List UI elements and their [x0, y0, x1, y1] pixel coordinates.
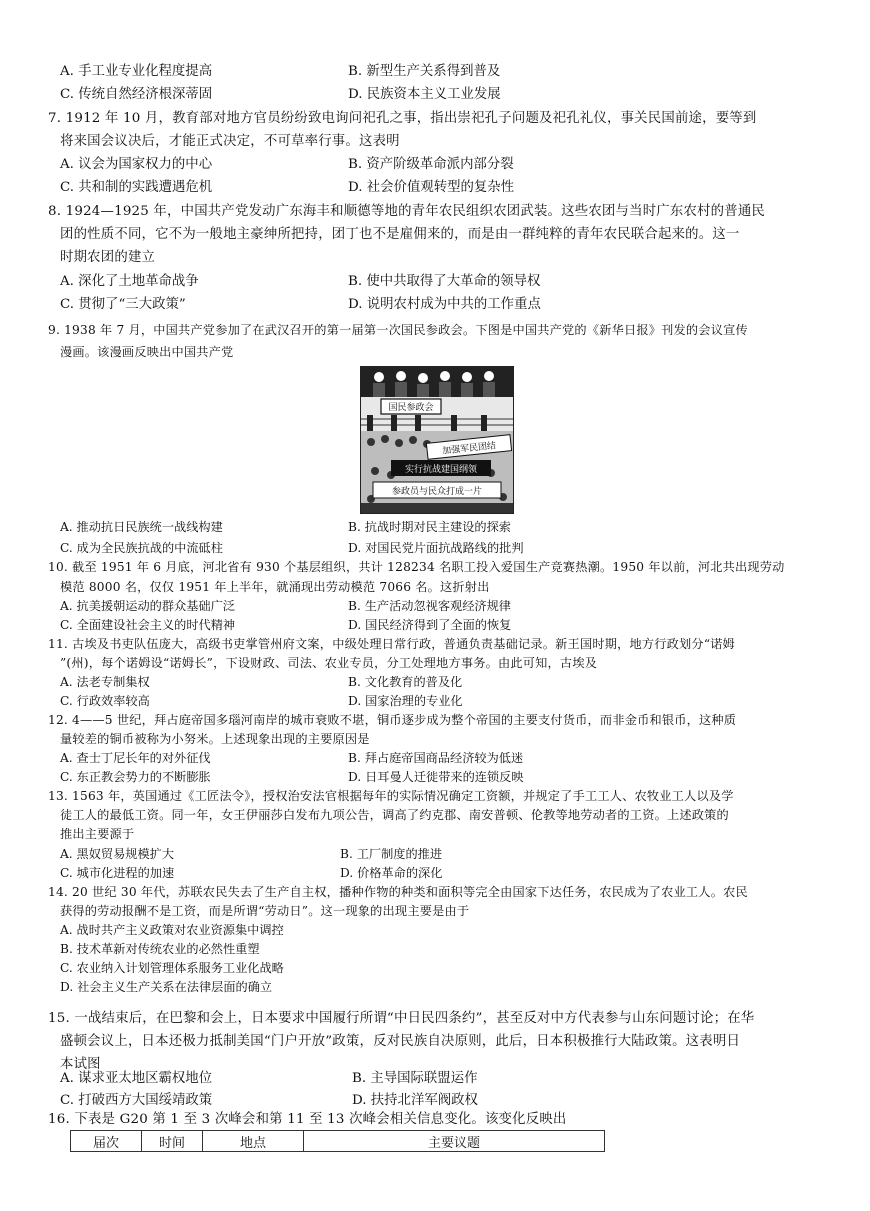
q16-stem: 16. 下表是 G20 第 1 至 3 次峰会和第 11 至 13 次峰会相关信息变化。该变化反映出: [48, 1112, 567, 1127]
q6-option-a: A. 手工业专业化程度提高: [60, 64, 213, 79]
q15-option-b: B. 主导国际联盟运作: [352, 1071, 478, 1086]
table-header-time: 时间: [142, 1131, 203, 1152]
q13-stem-line-1: 13. 1563 年，英国通过《工匠法令》，授权治安法官根据每年的实际情况确定工资额，并规定了手工工人、农牧业工人以及学: [48, 789, 734, 803]
cartoon-banner-2: 实行抗战建国纲领: [404, 465, 478, 475]
cartoon-drawing: [361, 367, 513, 513]
q9-option-c: C. 成为全民族抗战的中流砥柱: [60, 541, 223, 555]
q9-option-a: A. 推动抗日民族统一战线构建: [60, 520, 223, 534]
q12-stem-line-2: 量较差的铜币被称为小努米。上述现象出现的主要原因是: [60, 732, 370, 746]
q10-stem-line-2: 模范 8000 名，仅仅 1951 年上半年，就涌现出劳动模范 7066 名。这折射出: [60, 580, 490, 594]
q9-option-d: D. 对国民党片面抗战路线的批判: [348, 541, 524, 555]
q13-option-c: C. 城市化进程的加速: [60, 866, 175, 880]
q14-stem-line-2: 获得的劳动报酬不是工资，而是所谓“劳动日”。这一现象的出现主要是由于: [60, 904, 470, 918]
table-header-row: [71, 1131, 605, 1152]
q9-option-b: B. 抗战时期对民主建设的探索: [348, 520, 511, 534]
q8-option-b: B. 使中共取得了大革命的领导权: [348, 274, 541, 289]
q12-stem-line-1: 12. 4——5 世纪，拜占庭帝国多瑙河南岸的城市衰败不堪，铜币逐步成为整个帝国的主要支付货币，而非金币和银币，这种质: [48, 713, 737, 727]
q8-option-c: C. 贯彻了“三大政策”: [60, 297, 186, 312]
q9-stem-line-2: 漫画。该漫画反映出中国共产党: [60, 345, 234, 359]
q8-stem-line-3: 时期农团的建立: [60, 250, 156, 265]
q12-option-d: D. 日耳曼人迁徙带来的连锁反映: [348, 770, 524, 784]
g20-table: [70, 1130, 605, 1152]
q13-stem-line-3: 推出主要源于: [60, 827, 135, 841]
q14-option-a: A. 战时共产主义政策对农业资源集中调控: [60, 923, 284, 937]
q8-stem-line-2: 团的性质不同，它不为一般地主豪绅所把持，团丁也不是雇佣来的，而是由一群纯粹的青年农民联合起来的。这一: [60, 227, 740, 242]
table-header-session: 届次: [71, 1131, 142, 1152]
q13-option-b: B. 工厂制度的推进: [340, 847, 443, 861]
q15-option-a: A. 谋求亚太地区霸权地位: [60, 1071, 213, 1086]
q11-stem-line-2: ”(州)，每个诺姆设“诺姆长”，下设财政、司法、农业专员，分工处理地方事务。由此可知，古埃及: [60, 656, 598, 670]
q8-option-a: A. 深化了土地革命战争: [60, 274, 199, 289]
q6-option-d: D. 民族资本主义工业发展: [348, 87, 501, 102]
q14-option-c: C. 农业纳入计划管理体系服务工业化战略: [60, 961, 284, 975]
table-header-location: 地点: [203, 1131, 304, 1152]
table-header-topics: 主要议题: [304, 1131, 605, 1152]
q10-option-d: D. 国民经济得到了全面的恢复: [348, 618, 512, 632]
q13-option-d: D. 价格革命的深化: [340, 866, 443, 880]
q6-option-c: C. 传统自然经济根深蒂固: [60, 87, 213, 102]
q12-option-b: B. 拜占庭帝国商品经济较为低迷: [348, 751, 524, 765]
q7-option-d: D. 社会价值观转型的复杂性: [348, 180, 515, 195]
q7-option-b: B. 资产阶级革命派内部分裂: [348, 157, 514, 172]
q14-option-b: B. 技术革新对传统农业的必然性重塑: [60, 942, 260, 956]
q8-option-d: D. 说明农村成为中共的工作重点: [348, 297, 541, 312]
q10-option-b: B. 生产活动忽视客观经济规律: [348, 599, 511, 613]
cartoon-banner-3: 参政员与民众打成一片: [391, 487, 483, 497]
q13-option-a: A. 黑奴贸易规模扩大: [60, 847, 175, 861]
propaganda-cartoon: [360, 366, 514, 514]
q7-stem-line-1: 7. 1912 年 10 月，教育部对地方官员纷纷致电询问祀孔之事，指出崇祀孔子问题及祀孔礼仪，事关民国前途，要等到: [48, 111, 757, 126]
q14-stem-line-1: 14. 20 世纪 30 年代，苏联农民失去了生产自主权，播种作物的种类和面积等完全由国家下达任务，农民成为了农业工人。农民: [48, 885, 748, 899]
q8-stem-line-1: 8. 1924—1925 年，中国共产党发动广东海丰和顺德等地的青年农民组织农团武装。这些农团与当时广东农村的普通民: [48, 204, 766, 219]
q15-option-d: D. 扶持北洋军阀政权: [352, 1093, 478, 1108]
q10-stem-line-1: 10. 截至 1951 年 6 月底，河北省有 930 个基层组织，共计 128234 名职工投入爱国生产竞赛热潮。1950 年以前，河北共出现劳动: [48, 560, 785, 574]
q15-stem-line-3: 本试图: [60, 1057, 101, 1072]
q10-option-c: C. 全面建设社会主义的时代精神: [60, 618, 236, 632]
q11-option-a: A. 法老专制集权: [60, 675, 150, 689]
cartoon-banner-1: 加强军民团结: [441, 441, 497, 457]
q6-option-b: B. 新型生产关系得到普及: [348, 64, 501, 79]
q9-stem-line-1: 9. 1938 年 7 月，中国共产党参加了在武汉召开的第一届第一次国民参政会。下图是中国共产党的《新华日报》刊发的会议宣传: [48, 323, 748, 337]
q11-stem-line-1: 11. 古埃及书吏队伍庞大，高级书吏掌管州府文案，中级处理日常行政，普通负责基础记录。新王国时期，地方行政划分“诺姆: [48, 637, 736, 651]
q7-option-a: A. 议会为国家权力的中心: [60, 157, 213, 172]
q11-option-d: D. 国家治理的专业化: [348, 694, 463, 708]
q15-option-c: C. 打破西方大国绥靖政策: [60, 1093, 213, 1108]
cartoon-sign-text: 国民参政会: [388, 403, 434, 413]
q13-stem-line-2: 徒工人的最低工资。同一年，女王伊丽莎白发布九项公告，调高了约克郡、南安普顿、伦教等地劳动者的工资。上述政策的: [60, 808, 729, 822]
q14-option-d: D. 社会主义生产关系在法律层面的确立: [60, 980, 273, 994]
q7-option-c: C. 共和制的实践遭遇危机: [60, 180, 213, 195]
q12-option-c: C. 东正教会势力的不断膨胀: [60, 770, 211, 784]
q15-stem-line-1: 15. 一战结束后，在巴黎和会上，日本要求中国履行所谓“中日民四条约”，甚至反对中方代表参与山东问题讨论；在华: [48, 1011, 755, 1026]
q7-stem-line-2: 将来国会议决后，才能正式决定，不可草率行事。这表明: [60, 134, 400, 149]
q11-option-c: C. 行政效率较高: [60, 694, 150, 708]
q12-option-a: A. 查士丁尼长年的对外征伐: [60, 751, 211, 765]
q11-option-b: B. 文化教育的普及化: [348, 675, 463, 689]
q15-stem-line-2: 盛顿会议上，日本还极力抵制美国“门户开放”政策，反对民族自决原则，此后，日本积极推行大陆政策。这表明日: [60, 1034, 741, 1049]
q10-option-a: A. 抗美援朝运动的群众基础广泛: [60, 599, 235, 613]
